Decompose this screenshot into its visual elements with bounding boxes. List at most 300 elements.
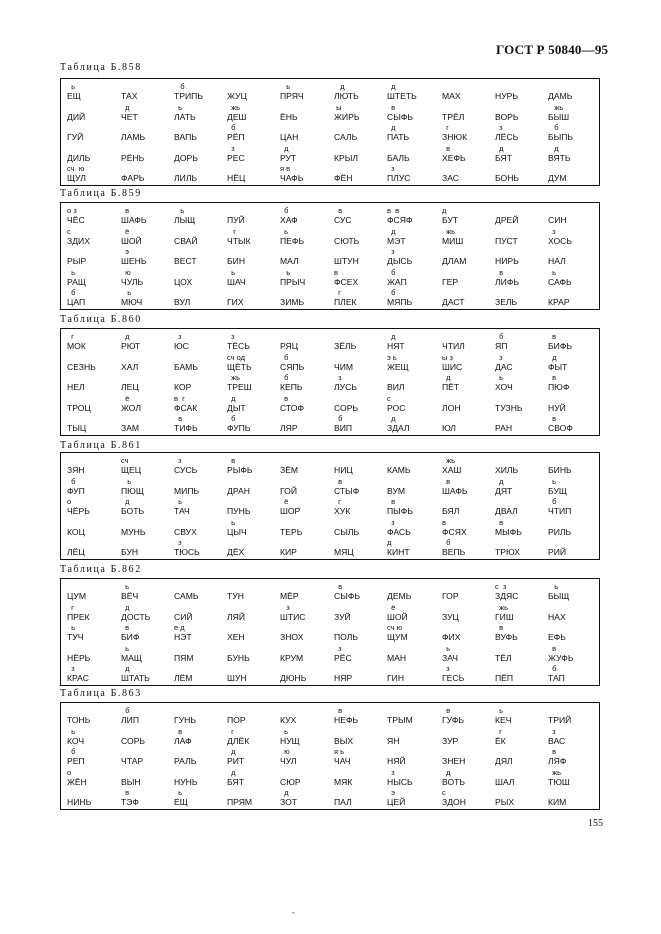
phoneme-annotation: ь: [227, 267, 236, 277]
phoneme-annotation: г: [67, 332, 74, 341]
test-word: БЫШ: [548, 111, 570, 122]
test-word: ДЕШ: [227, 111, 247, 122]
word-cell: [121, 664, 175, 689]
test-word: ГИШ: [495, 611, 514, 622]
phoneme-annotation: в г: [174, 393, 185, 403]
word-cell: [387, 414, 441, 439]
table-row: [61, 664, 599, 689]
test-word: РУТ: [280, 152, 297, 163]
phoneme-annotation: д: [548, 143, 559, 153]
word-cell: [67, 538, 121, 563]
phoneme-annotation: жь: [548, 767, 562, 777]
standard-header: ГОСТ Р 50840—95: [496, 42, 609, 57]
test-word: ЗЁМ: [280, 465, 299, 475]
test-word: СУС: [334, 215, 352, 225]
test-word: СЮР: [280, 776, 301, 787]
test-word: ВИЛ: [387, 382, 405, 392]
test-word: ЛОН: [442, 402, 461, 413]
phoneme-annotation: в: [387, 497, 396, 506]
phoneme-annotation: ь: [174, 788, 183, 797]
test-word: ВОРЬ: [495, 111, 519, 122]
test-word: ЧУЛЬ: [121, 276, 144, 287]
word-cell: [548, 538, 602, 563]
test-word: РЁНЬ: [121, 152, 145, 163]
phoneme-annotation: ю: [121, 267, 131, 277]
test-word: ЗОТ: [280, 797, 298, 807]
phoneme-annotation: с: [442, 788, 446, 797]
test-word: СТЫФ: [334, 485, 360, 496]
test-word: ФИХ: [442, 632, 461, 642]
phoneme-annotation: д: [121, 332, 130, 341]
test-word: ДОРЬ: [174, 152, 198, 163]
test-word: БЯТ: [227, 776, 244, 787]
phoneme-annotation: жь: [548, 102, 564, 112]
test-word: ВЕСТ: [174, 256, 197, 266]
test-word: БИН: [227, 256, 246, 266]
test-word: ДЕМЬ: [387, 591, 412, 601]
test-word: КИНТ: [387, 547, 410, 557]
test-word: НУРЬ: [495, 91, 519, 101]
test-word: ПЮЩ: [121, 485, 144, 496]
test-word: ТРИПЬ: [174, 91, 203, 101]
phoneme-annotation: сч ю: [67, 164, 85, 173]
test-word: ЛУСЬ: [334, 382, 357, 392]
test-word: ТРЮХ: [495, 547, 521, 557]
test-word: ПЁП: [495, 673, 514, 683]
word-cell: [334, 664, 388, 689]
phoneme-annotation: ь: [67, 726, 76, 736]
word-cell: [67, 414, 121, 439]
phoneme-annotation: в: [121, 206, 130, 215]
test-word: НАХ: [548, 611, 566, 622]
test-word: ЩУЛ: [67, 173, 86, 183]
phoneme-annotation: з: [174, 538, 182, 547]
phoneme-annotation: е д: [174, 623, 185, 632]
test-word: КОЦ: [67, 526, 85, 537]
test-word: НЯЙ: [387, 756, 406, 766]
test-word: ЖИРЬ: [334, 111, 360, 122]
table-caption: Таблица Б.860: [60, 314, 142, 325]
test-word: ЁНЬ: [280, 111, 298, 122]
phoneme-annotation: з: [174, 332, 182, 341]
phoneme-annotation: ё: [121, 226, 130, 236]
phoneme-annotation: в в: [387, 206, 400, 215]
test-word: ЧИМ: [334, 361, 354, 372]
phoneme-annotation: жь: [495, 602, 509, 612]
phoneme-annotation: ы: [334, 102, 342, 112]
test-word: СИЙ: [174, 611, 193, 622]
word-cell: [442, 288, 496, 313]
test-word: НЯТ: [387, 341, 405, 351]
phoneme-annotation: ь: [67, 623, 76, 632]
phoneme-annotation: д: [495, 476, 504, 486]
phoneme-annotation: в: [280, 393, 289, 403]
phoneme-annotation: б: [334, 414, 343, 423]
word-cell: [495, 164, 549, 189]
phoneme-annotation: в: [442, 476, 451, 486]
test-word: ГОР: [442, 591, 459, 601]
test-word: ГИХ: [227, 297, 244, 307]
test-word: МИШ: [442, 235, 464, 246]
test-word: ЗНОХ: [280, 632, 304, 642]
test-word: ГОЙ: [280, 485, 298, 496]
phoneme-annotation: в: [174, 414, 183, 423]
test-word: ПЫФЬ: [387, 506, 413, 516]
word-table: [60, 702, 600, 810]
phoneme-annotation: о з: [67, 206, 77, 215]
test-word: ЦОХ: [174, 276, 193, 287]
test-word: ТРЫМ: [387, 715, 413, 725]
test-word: ФСАК: [174, 402, 198, 413]
phoneme-annotation: ь: [548, 267, 557, 277]
test-word: КОЧ: [67, 735, 85, 746]
test-word: МАЩ: [121, 652, 142, 663]
test-word: РЮТ: [121, 341, 141, 351]
test-word: КАМЬ: [387, 465, 411, 475]
test-word: ТРОЦ: [67, 402, 91, 413]
test-word: ЛАМЬ: [121, 132, 146, 142]
word-cell: [442, 414, 496, 439]
phoneme-annotation: з: [442, 664, 450, 673]
test-word: МОК: [67, 341, 86, 351]
phoneme-annotation: сч: [121, 456, 129, 465]
word-cell: [67, 664, 121, 689]
test-word: ВАС: [548, 735, 566, 746]
phoneme-annotation: д: [442, 767, 451, 777]
test-word: ЗАЧ: [442, 652, 458, 663]
test-word: ЛЫЩ: [174, 215, 196, 225]
phoneme-annotation: э: [121, 247, 129, 256]
word-cell: [495, 288, 549, 313]
test-word: ТУН: [227, 591, 244, 601]
test-word: ЧЁРЬ: [67, 506, 90, 516]
phoneme-annotation: д: [121, 102, 130, 112]
test-word: ПРЫЧ: [280, 276, 306, 287]
phoneme-annotation: в: [548, 373, 557, 382]
phoneme-annotation: г: [442, 123, 449, 132]
test-word: САЛЬ: [334, 132, 358, 142]
table-row: [61, 414, 599, 439]
test-word: ХОЧ: [495, 382, 513, 392]
phoneme-annotation: з: [174, 456, 182, 465]
word-cell: [334, 538, 388, 563]
phoneme-annotation: з: [334, 643, 342, 653]
test-word: ЧЁС: [67, 215, 85, 225]
table-caption: Таблица Б.862: [60, 564, 142, 575]
phoneme-annotation: ь: [227, 517, 236, 527]
word-cell: [334, 414, 388, 439]
phoneme-annotation: з: [495, 352, 503, 362]
test-word: ШТАТЬ: [121, 673, 150, 683]
test-word: ВЁЧ: [121, 591, 139, 601]
test-word: ЮС: [174, 341, 189, 351]
test-word: БУН: [121, 547, 139, 557]
phoneme-annotation: д: [227, 393, 236, 403]
phoneme-annotation: д: [227, 767, 236, 777]
test-word: ТЮСЬ: [174, 547, 200, 557]
phoneme-annotation: д: [121, 497, 130, 506]
word-cell: [121, 288, 175, 313]
phoneme-annotation: б: [67, 476, 76, 486]
test-word: ЖЕЩ: [387, 361, 409, 372]
phoneme-annotation: з: [387, 767, 395, 777]
test-word: ХАЛ: [121, 361, 139, 372]
phoneme-annotation: б: [548, 664, 557, 673]
phoneme-annotation: ь: [442, 643, 451, 653]
phoneme-annotation: б: [67, 747, 76, 756]
test-word: ПЛУС: [387, 173, 411, 183]
phoneme-annotation: ь: [280, 267, 291, 277]
test-word: ЗЯН: [67, 465, 85, 475]
word-cell: [387, 788, 441, 813]
test-word: ЩУМ: [387, 632, 408, 642]
test-word: НЁЦ: [227, 173, 246, 183]
test-word: ЛЮТЬ: [334, 91, 359, 101]
test-word: ПУЙ: [227, 215, 245, 225]
test-word: ФЁН: [334, 173, 353, 183]
phoneme-annotation: д: [121, 602, 130, 612]
test-word: ЧТИП: [548, 506, 572, 516]
phoneme-annotation: д: [387, 538, 392, 547]
phoneme-annotation: з: [495, 123, 503, 132]
phoneme-annotation: д: [442, 373, 451, 382]
test-word: ЛЕЦ: [121, 382, 139, 392]
word-cell: [280, 164, 334, 189]
test-word: РАЛЬ: [174, 756, 197, 766]
phoneme-annotation: в: [548, 332, 557, 341]
table-caption: Таблица Б.863: [60, 688, 142, 699]
word-table: [60, 578, 600, 686]
table-caption: Таблица Б.858: [60, 62, 142, 73]
test-word: БОТЬ: [121, 506, 145, 516]
phoneme-annotation: г: [334, 497, 341, 506]
test-word: ФСЕХ: [334, 276, 359, 287]
phoneme-annotation: д: [227, 747, 236, 756]
test-word: ЛИЛЬ: [174, 173, 198, 183]
test-word: КРАР: [548, 297, 570, 307]
word-cell: [121, 414, 175, 439]
test-word: ШТИС: [280, 611, 306, 622]
test-word: НИРЬ: [495, 256, 519, 266]
test-word: ПОР: [227, 715, 246, 725]
word-cell: [280, 664, 334, 689]
test-word: ВУМ: [387, 485, 406, 496]
test-word: ФУПЬ: [227, 423, 251, 433]
test-word: РЁП: [227, 132, 245, 142]
test-word: ТОНЬ: [67, 715, 91, 725]
test-word: ТРИЙ: [548, 715, 572, 725]
test-word: ПРЕК: [67, 611, 90, 622]
test-word: ТЮШ: [548, 776, 570, 787]
test-word: ЖАП: [387, 276, 407, 287]
word-cell: [548, 164, 602, 189]
word-cell: [174, 414, 228, 439]
word-cell: [174, 164, 228, 189]
test-word: ЖОЛ: [121, 402, 141, 413]
phoneme-annotation: з: [387, 164, 395, 173]
test-word: ПРЯМ: [227, 797, 253, 807]
phoneme-annotation: б: [227, 123, 236, 132]
phoneme-annotation: ь: [174, 102, 183, 112]
test-word: ЕФЬ: [548, 632, 566, 642]
test-word: НУЙ: [548, 402, 566, 413]
test-word: ХОСЬ: [548, 235, 572, 246]
phoneme-annotation: д: [495, 143, 504, 153]
test-word: ЩЕЦ: [121, 465, 142, 475]
phoneme-annotation: ь: [67, 267, 76, 277]
phoneme-annotation: ь: [67, 82, 76, 91]
test-word: ДАМЬ: [548, 91, 573, 101]
test-word: РЫХ: [495, 797, 515, 807]
test-word: МЯПЬ: [387, 297, 413, 307]
test-word: ДЁХ: [227, 547, 245, 557]
test-word: РИЛЬ: [548, 526, 572, 537]
test-word: ФАРЬ: [121, 173, 145, 183]
test-word: ЗЁЛЬ: [334, 341, 357, 351]
test-word: МЯК: [334, 776, 353, 787]
test-word: ШАЧ: [227, 276, 246, 287]
test-word: МИПЬ: [174, 485, 200, 496]
phoneme-annotation: ь: [174, 206, 185, 215]
test-word: ШАФЬ: [442, 485, 468, 496]
test-word: ГЕР: [442, 276, 459, 287]
test-word: БИНЬ: [548, 465, 572, 475]
test-word: ХЕФЬ: [442, 152, 466, 163]
test-word: НАЛ: [548, 256, 566, 266]
test-word: ЛЁМ: [174, 673, 193, 683]
phoneme-annotation: б: [548, 497, 557, 506]
test-word: ШОЙ: [121, 235, 142, 246]
test-word: СВОФ: [548, 423, 573, 433]
test-word: ДЯТ: [495, 485, 513, 496]
test-word: БАМЬ: [174, 361, 198, 372]
test-word: БАЛЬ: [387, 152, 410, 163]
test-word: ДЛЁК: [227, 735, 250, 746]
test-word: РЯЦ: [280, 341, 299, 351]
test-word: КРАС: [67, 673, 89, 683]
word-cell: [280, 538, 334, 563]
test-word: ЛЯР: [280, 423, 298, 433]
test-word: ЦУМ: [67, 591, 86, 601]
phoneme-annotation: ь: [121, 476, 132, 486]
test-word: РЕС: [227, 152, 245, 163]
test-word: ВЫН: [121, 776, 141, 787]
test-word: ЦАН: [280, 132, 299, 142]
test-word: ЛЯФ: [548, 756, 567, 766]
test-word: ДЯЛ: [495, 756, 513, 766]
test-word: СЫФЬ: [334, 591, 360, 601]
phoneme-annotation: д: [280, 143, 289, 153]
test-word: ЯП: [495, 341, 508, 351]
phoneme-annotation: с з: [495, 582, 507, 591]
test-word: ЛЁСЬ: [495, 132, 519, 142]
test-word: ЛИП: [121, 715, 139, 725]
test-word: СОРЬ: [121, 735, 146, 746]
word-cell: [174, 538, 228, 563]
test-word: ТЁЛ: [495, 652, 512, 663]
phoneme-annotation: з: [227, 332, 235, 341]
test-word: ШТЕТЬ: [387, 91, 417, 101]
test-word: ЗДИХ: [67, 235, 90, 246]
test-word: МЯЦ: [334, 547, 354, 557]
phoneme-annotation: сч ю: [387, 623, 403, 632]
phoneme-annotation: ь: [495, 373, 504, 382]
test-word: ПАТЬ: [387, 132, 410, 142]
test-word: ФСЯФ: [387, 215, 413, 225]
table-caption: Таблица Б.861: [60, 440, 142, 451]
test-word: ДЫТ: [227, 402, 246, 413]
phoneme-annotation: с: [387, 393, 391, 403]
test-word: ТАХ: [121, 91, 138, 101]
word-cell: [334, 164, 388, 189]
test-word: ЖУФЬ: [548, 652, 574, 663]
test-word: ШЕНЬ: [121, 256, 147, 266]
test-word: ВОТЬ: [442, 776, 466, 787]
word-cell: [495, 538, 549, 563]
test-word: КРЫЛ: [334, 152, 358, 163]
test-word: ЕЩ: [174, 797, 188, 807]
word-cell: [121, 788, 175, 813]
test-word: НУЩ: [280, 735, 300, 746]
test-word: НИЦ: [334, 465, 353, 475]
phoneme-annotation: э ь: [387, 352, 397, 362]
phoneme-annotation: з: [387, 247, 395, 256]
test-word: НЯР: [334, 673, 353, 683]
word-cell: [280, 288, 334, 313]
word-cell: [227, 538, 281, 563]
test-word: ГЕСЬ: [442, 673, 465, 683]
test-word: СВАЙ: [174, 235, 198, 246]
test-word: МАЛ: [280, 256, 299, 266]
test-word: МУНЬ: [121, 526, 146, 537]
phoneme-annotation: в: [334, 706, 343, 715]
footer-mark: -: [292, 908, 295, 917]
test-word: ТЁСЬ: [227, 341, 250, 351]
test-word: НЁРЬ: [67, 652, 91, 663]
test-word: БУНЬ: [227, 652, 250, 663]
test-word: БИФ: [121, 632, 140, 642]
test-word: ГУЙ: [67, 132, 84, 142]
test-word: ТАП: [548, 673, 565, 683]
test-word: ЦЕЙ: [387, 797, 406, 807]
test-word: ТУЧ: [67, 632, 84, 642]
phoneme-annotation: ь: [280, 82, 291, 91]
phoneme-annotation: в: [495, 267, 504, 277]
phoneme-annotation: сч од: [227, 352, 246, 362]
phoneme-annotation: д: [387, 332, 396, 341]
test-word: ЛИФЬ: [495, 276, 519, 287]
test-word: ДРАН: [227, 485, 250, 496]
test-word: ДВАЛ: [495, 506, 518, 516]
phoneme-annotation: в: [442, 706, 451, 715]
test-word: СЕЗНЬ: [67, 361, 96, 372]
test-word: МЫФЬ: [495, 526, 522, 537]
test-word: НУНЬ: [174, 776, 198, 787]
test-word: ГУНЬ: [174, 715, 196, 725]
test-word: ЩЁТЬ: [227, 361, 252, 372]
phoneme-annotation: з: [548, 226, 556, 236]
phoneme-annotation: б: [227, 414, 236, 423]
phoneme-annotation: б: [121, 706, 130, 715]
test-word: СВУХ: [174, 526, 197, 537]
word-cell: [280, 414, 334, 439]
test-word: БЫПЬ: [548, 132, 574, 142]
word-cell: [174, 664, 228, 689]
test-word: ПУСТ: [495, 235, 518, 246]
test-word: РИЙ: [548, 547, 567, 557]
test-word: ЗАС: [442, 173, 459, 183]
phoneme-annotation: д: [548, 352, 557, 362]
